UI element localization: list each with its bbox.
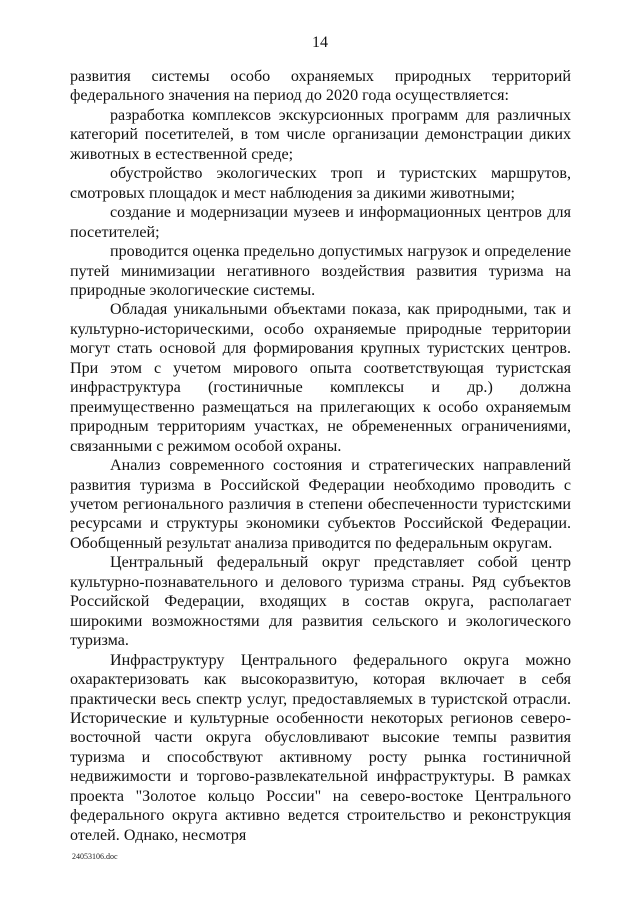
paragraph-load-assessment: проводится оценка предельно допустимых нагрузок и определение путей минимизации негативного воздействия развития туризма на природные экологические системы.	[70, 243, 571, 299]
paragraph-central-district: Центральный федеральный округ представляет собой центр культурно-познавательного и делового туризма страны. Ряд субъектов Российской Федерации, входящих в состав округа, располагает широкими возможностями для развития сельского и экологического туризма.	[70, 554, 571, 650]
paragraph-excursion-programs: разработка комплексов экскурсионных программ для различных категорий посетителей, в том числе организации демонстрации диких животных в естественной среде;	[70, 106, 571, 163]
paragraph-infrastructure: Инфраструктуру Центрального федерального округа можно охарактеризовать как высокоразвитую, которая включает в себя практически весь спектр услуг, предоставляемых в туристской отрасли. Исторические и культурные особенности некоторых регионов северо-восточной части округа обусловливают высокие темпы развития туризма и способствуют активному росту рынка гостиничной недвижимости и торгово-развлекательной инфраструктуры. В рамках проекта "Золотое кольцо России" на северо-востоке Центрального федерального округа активно ведется строительство и реконструкция отелей. Однако, несмотря	[70, 651, 571, 844]
paragraph-analysis: Анализ современного состояния и стратегических направлений развития туризма в Российской Федерации необходимо проводить с учетом регионального различия в степени обеспеченности туристскими ресурсами и структуры экономики субъектов Российской Федерации. Обобщенный результат анализа приводится по федеральным округам.	[70, 457, 571, 552]
paragraph-ecological-trails: обустройство экологических троп и туристских маршрутов, смотровых площадок и мест наблюдения за дикими животными;	[70, 165, 571, 202]
footer-filename: 24053106.doc	[72, 852, 118, 861]
paragraph-unique-objects: Обладая уникальными объектами показа, как природными, так и культурно-историческими, особо охраняемые природные территории могут стать основой для формирования крупных туристских центров. При этом с учетом мирового опыта соответствующая туристская инфраструктура (гостиничные комплексы и др.) должна преимущественно размещаться на прилегающих к особо охраняемым природным территориям участках, не обремененных ограничениями, связанными с режимом особой охраны.	[70, 301, 571, 455]
paragraph-continued: развития системы особо охраняемых природных территорий федерального значения на период до 2020 года осуществляется:	[70, 68, 571, 105]
paragraph-museums: создание и модернизации музеев и информационных центров для посетителей;	[70, 204, 571, 241]
page-number: 14	[312, 34, 328, 51]
body-text	[70, 67, 571, 845]
